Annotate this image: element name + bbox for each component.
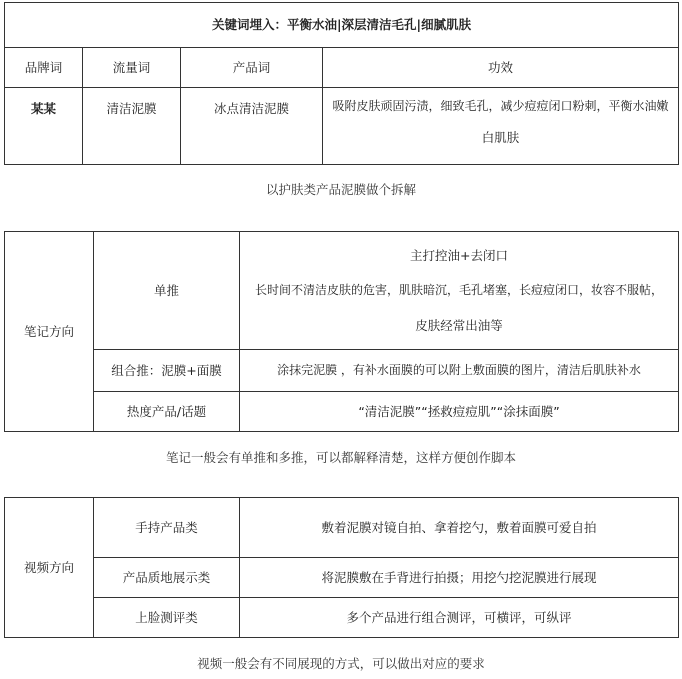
- keyword-title: 关键词埋入：平衡水油|深层清洁毛孔|细腻肌肤: [5, 3, 679, 48]
- texture-label: 产品质地展示类: [94, 558, 240, 598]
- caption-3: 视频一般会有不同展现的方式，可以做出对应的要求: [197, 656, 485, 671]
- single-push-line-2: 长时间不清洁皮肤的危害，肌肤暗沉，毛孔堵塞，长痘痘闭口，妆容不服帖，: [254, 283, 663, 298]
- video-section-label: 视频方向: [5, 498, 94, 638]
- video-direction-table: [4, 497, 679, 638]
- hot-topic-content: “清洁泥膜”“拯救痘痘肌”“涂抹面膜”: [240, 392, 679, 432]
- note-section-label: 笔记方向: [5, 232, 94, 432]
- face-test-label: 上脸测评类: [94, 598, 240, 638]
- handheld-label: 手持产品类: [94, 498, 240, 558]
- single-push-line-3: 皮肤经常出油等: [415, 317, 503, 333]
- handheld-content: 敷着泥膜对镜自拍、拿着挖勺，敷着面膜可爱自拍: [240, 498, 679, 558]
- header-effect: 功效: [323, 48, 679, 88]
- keyword-table: [4, 2, 679, 165]
- effect-cell: [323, 88, 679, 165]
- combo-push-content: 涂抹完泥膜 ，有补水面膜的可以附上敷面膜的图片，清洁后肌肤补水: [240, 350, 679, 392]
- note-direction-table: [4, 231, 679, 432]
- traffic-cell: 清洁泥膜: [83, 88, 181, 165]
- single-push-content: [240, 232, 679, 350]
- combo-push-label: 组合推：泥膜+面膜: [94, 350, 240, 392]
- caption-2: 笔记一般会有单推和多推，可以都解释清楚，这样方便创作脚本: [165, 450, 516, 465]
- brand-cell: 某某: [5, 88, 83, 165]
- face-test-content: 多个产品进行组合测评，可横评，可纵评: [240, 598, 679, 638]
- single-push-line-1: 主打控油+去闭口: [410, 247, 508, 263]
- hot-topic-label: 热度产品/话题: [94, 392, 240, 432]
- effect-line-1: 吸附皮肤顽固污渍，细致毛孔，减少痘痘闭口粉刺，平衡水油嫩: [332, 99, 669, 113]
- product-cell: 冰点清洁泥膜: [181, 88, 323, 165]
- caption-1: 以护肤类产品泥膜做个拆解: [265, 182, 416, 197]
- header-product: 产品词: [181, 48, 323, 88]
- single-push-label: 单推: [94, 232, 240, 350]
- effect-line-2: 白肌肤: [481, 129, 520, 145]
- texture-content: 将泥膜敷在手背进行拍摄；用挖勺挖泥膜进行展现: [240, 558, 679, 598]
- header-brand: 品牌词: [5, 48, 83, 88]
- header-traffic: 流量词: [83, 48, 181, 88]
